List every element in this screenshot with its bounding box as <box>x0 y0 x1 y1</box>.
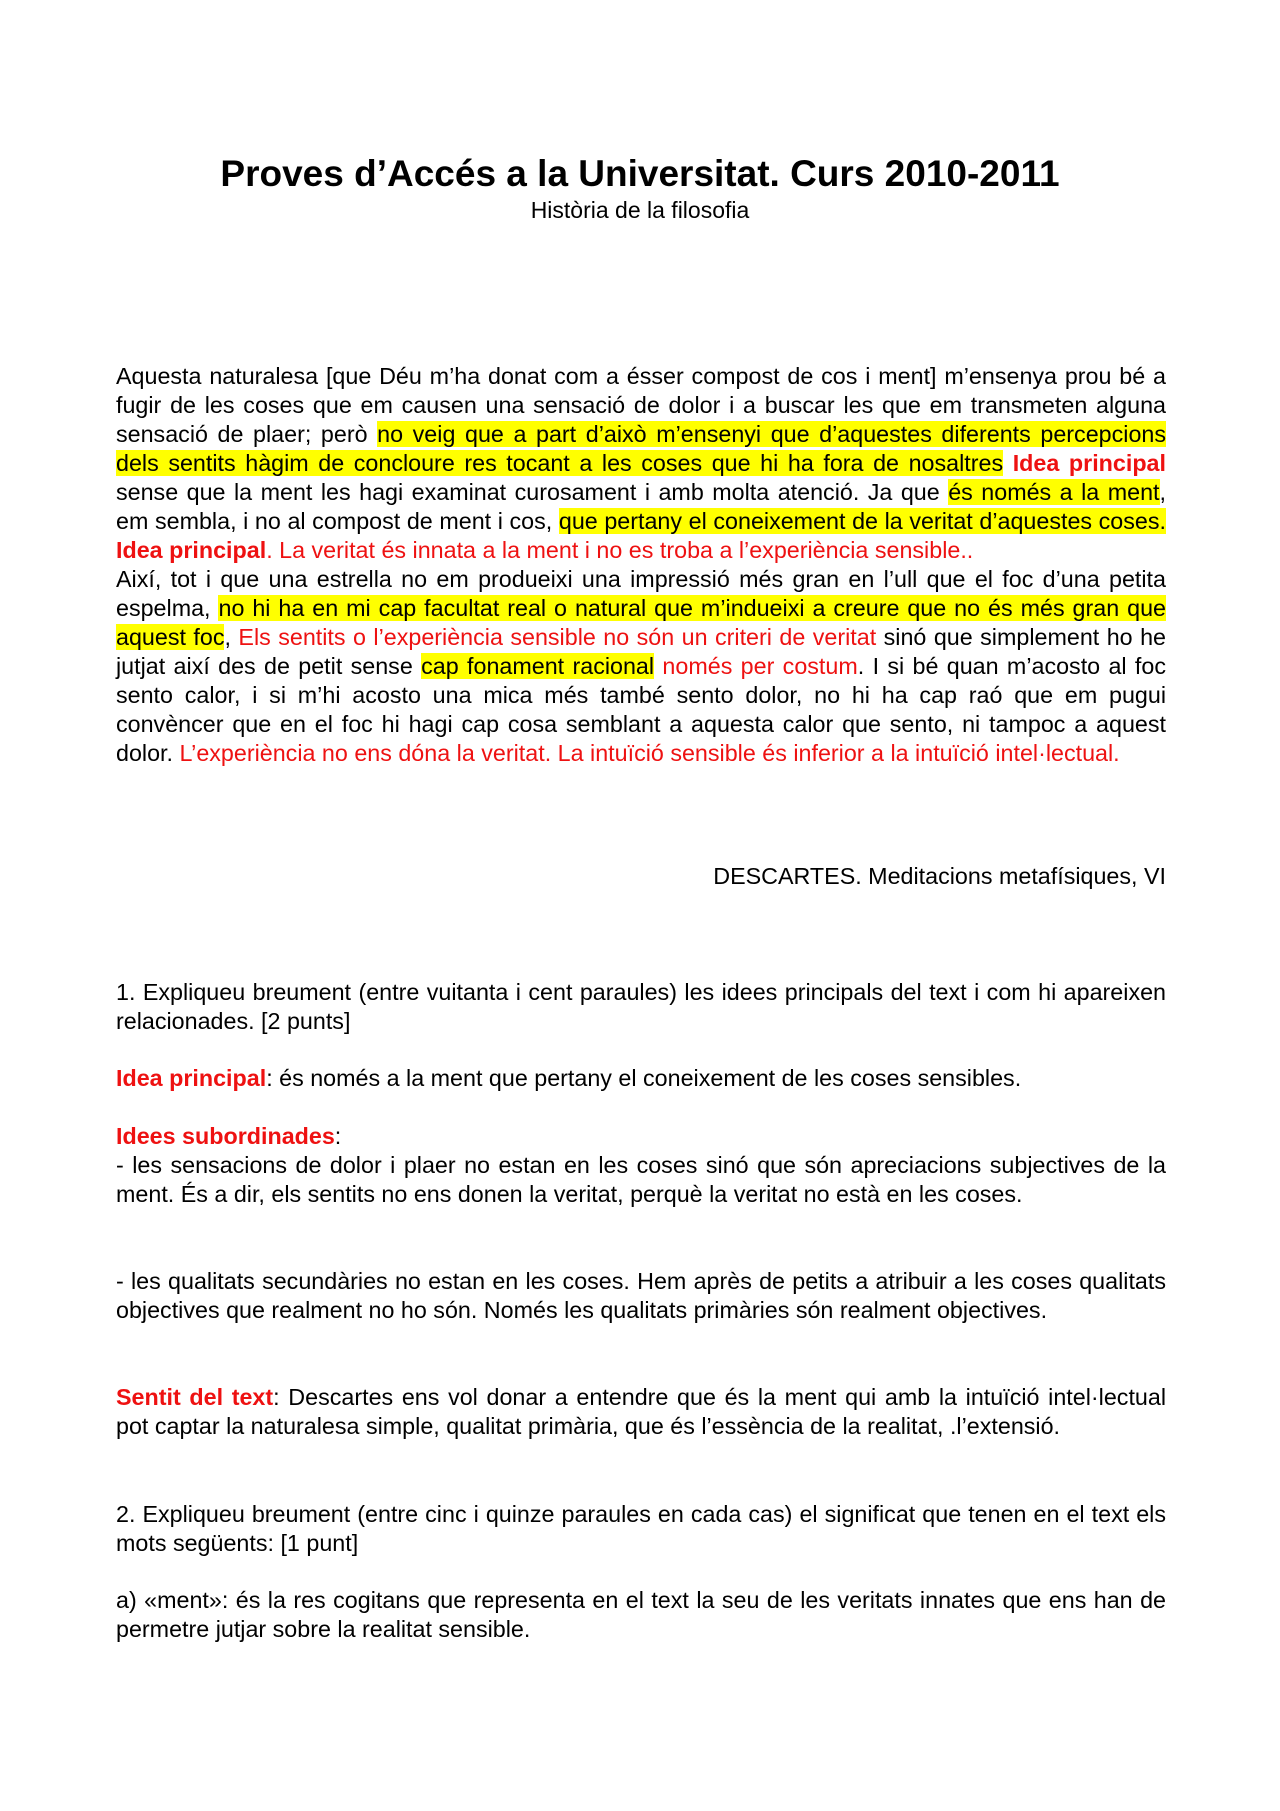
idea-principal-label: Idea principal <box>116 537 267 563</box>
page-title: Proves d’Accés a la Universitat. Curs 2010-2011 <box>220 153 1060 194</box>
passage-paragraph-2 <box>116 565 1166 768</box>
source-citation: DESCARTES. Meditacions metafísiques, VI <box>713 863 1166 889</box>
highlighted-text: és només a la ment <box>948 479 1160 505</box>
page-subtitle: Història de la filosofia <box>530 197 750 223</box>
subordinate-ideas-label: Idees subordinades <box>116 1123 335 1149</box>
question-1: 1. Expliqueu breument (entre vuitanta i cent paraules) les idees principals del text i com hi apareixen relacionades. [2 punts] <box>116 979 1166 1034</box>
passage-text: Aquesta naturalesa [que Déu m’ha donat com a ésser compost de cos i ment] m’ensenya prou bé a fugir de les coses que em causen una sensació de dolor i a buscar les que em transmeten alguna sensació de plaer; però <box>116 363 1166 447</box>
idea-principal-answer <box>116 1064 1166 1093</box>
idea-principal-label: Idea principal <box>116 1065 267 1091</box>
answer-text: : és només a la ment que pertany el coneixement de les coses sensibles. <box>266 1065 1022 1091</box>
sense-of-text-answer <box>116 1383 1166 1441</box>
highlighted-text: no hi ha en mi cap facultat real o natural que m’indueixi a creure que no és més gran que aquest foc <box>116 595 1166 650</box>
annotation-note: Els sentits o l’experiència sensible no són un criteri de veritat <box>238 624 877 650</box>
passage-text: . I si bé quan m’acosto al foc sento calor, i si m’hi acosto una mica més també sento dolor, no hi ha cap raó que em pugui convèncer que en el foc hi hagi cap cosa semblant a aquesta calor que sento, ni tampoc a aquest dolor. <box>116 653 1167 766</box>
subordinate-idea-1: - les sensacions de dolor i plaer no estan en les coses sinó que són apreciacions subjectives de la ment. És a dir, els sentits no ens donen la veritat, perquè la veritat no està en les coses. <box>116 1152 1166 1207</box>
question-2: 2. Expliqueu breument (entre cinc i quinze paraules en cada cas) el significat que tenen en el text els mots següents: [1 punt] <box>116 1501 1166 1556</box>
highlighted-text: no veig que a part d’això m’ensenyi que d’aquestes diferents percepcions dels sentits hàgim de concloure res tocant a les coses que hi ha fora de nosaltres <box>116 421 1166 476</box>
passage-text: Així, tot i que una estrella no em produeixi una impressió més gran en l’ull que el foc d’una petita espelma, <box>116 566 1166 621</box>
subordinate-idea-2: - les qualitats secundàries no estan en les coses. Hem après de petits a atribuir a les coses qualitats objectives que realment no ho són. Només les qualitats primàries són realment objectives. <box>116 1268 1166 1323</box>
passage-text <box>1003 450 1013 476</box>
subordinate-ideas-heading <box>116 1122 1166 1151</box>
annotation-note: només per costum <box>662 653 858 679</box>
answer-text: : Descartes ens vol donar a entendre que és la ment qui amb la intuïció intel·lectual pot captar la naturalesa simple, qualitat primària, que és l’essència de la realitat, .l’extensió. <box>116 1384 1167 1439</box>
passage-text: , em sembla, i no al compost de ment i cos, <box>116 479 1166 534</box>
passage-text: sense que la ment les hagi examinat curosament i amb molta atenció. Ja que <box>116 479 949 505</box>
annotation-note: La veritat és innata a la ment i no es troba a l’experiència sensible.. <box>279 537 974 563</box>
annotation-note: L’experiència no ens dóna la veritat. La intuïció sensible és inferior a la intuïció intel·lectual. <box>179 740 1120 766</box>
highlighted-text: que pertany el coneixement de la veritat d’aquestes coses. <box>558 508 1166 534</box>
question-2a-answer: a) «ment»: és la res cogitans que representa en el text la seu de les veritats innates que ens han de permetre jutjar sobre la realitat sensible. <box>116 1587 1166 1642</box>
passage-paragraph-1 <box>116 362 1166 565</box>
passage-text: , <box>224 624 239 650</box>
highlighted-text: cap fonament racional <box>421 653 655 679</box>
idea-principal-label: Idea principal <box>1012 450 1166 476</box>
answer-text: : <box>334 1123 342 1149</box>
passage <box>116 362 1166 768</box>
passage-text: sinó que simplement ho he jutjat així des de petit sense <box>116 624 1166 679</box>
sense-of-text-label: Sentit del text <box>116 1384 274 1410</box>
passage-text: . <box>266 537 280 563</box>
